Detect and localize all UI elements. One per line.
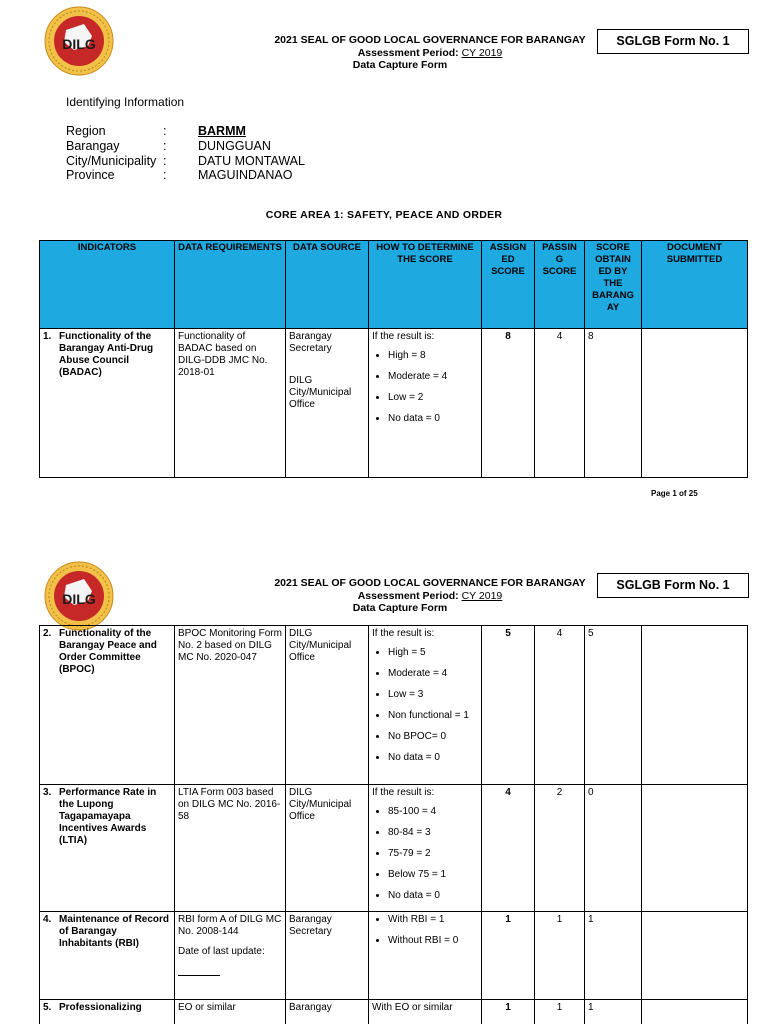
period-value: CY 2019 [461,46,503,59]
document-submitted [642,785,748,912]
form-number-box: SGLGB Form No. 1 [597,573,749,598]
period-label: Assessment Period: [357,589,459,602]
source-text: Barangay [286,1000,369,1024]
form-header [250,577,610,615]
obtained-score: 1 [585,1000,642,1024]
document-submitted [642,626,748,785]
form-subtitle: Data Capture Form [352,59,448,71]
requirement-text: EO or similar [175,1000,286,1024]
form-number-box: SGLGB Form No. 1 [597,29,749,54]
score-list: • With RBI = 1 • Without RBI = 0 [372,914,478,947]
svg-text:DILG: DILG [62,36,96,52]
col-data-requirements: DATA REQUIREMENTS [175,241,286,329]
svg-text:DILG: DILG [62,591,96,607]
col-passing: PASSIN G SCORE [535,241,585,329]
obtained-score: 5 [585,626,642,785]
form-title: 2021 SEAL OF GOOD LOCAL GOVERNANCE FOR BARANGAY [274,34,586,46]
indicator-text: Functionality of the Barangay Anti-Drug Abuse Council (BADAC) [59,331,154,378]
col-data-source: DATA SOURCE [286,241,369,329]
requirement-text: Functionality of BADAC based on DILG-DDB JMC No. 2018-01 [175,329,286,478]
dilg-logo-icon [44,561,114,631]
document-page-2 [0,555,768,1024]
document-submitted [642,329,748,478]
document-submitted [642,912,748,1000]
source-text: Barangay Secretary [286,912,369,1000]
col-indicators: INDICATORS [40,241,175,329]
passing-score: 4 [535,626,585,785]
table-row: 1. Functionality of the Barangay Anti-Drug Abuse Council (BADAC) Functionality of BADAC based on DILG-DDB JMC No. 2018-01 Barangay Secretary DILG City/Municipal Office If the result is: • High = 8 • Moderate = 4 • Low = 2 • No data = 0 8 4 8 [40,329,748,478]
requirement-text: LTIA Form 003 based on DILG MC No. 2016-58 [175,785,286,912]
table-row: 3. Performance Rate in the Lupong Tagapamayapa Incentives Awards (LTIA) LTIA Form 003 based on DILG MC No. 2016-58 DILG City/Municipal Office If the result is: • 85-100 = 4 • 80-84 = 3 • 75-79 = 2 • Below 75 = 1 • No data = 0 4 2 0 [40,785,748,912]
indicator-text: Professionalizing [59,1002,142,1013]
source-text: Barangay Secretary [289,331,332,354]
score-list: • 85-100 = 4 • 80-84 = 3 • 75-79 = 2 • Below 75 = 1 • No data = 0 [372,806,478,902]
col-assigned: ASSIGN ED SCORE [482,241,535,329]
requirement-text: RBI form A of DILG MC No. 2008-144 [178,914,282,937]
core-area-title: CORE AREA 1: SAFETY, PEACE AND ORDER [265,209,503,221]
requirement-text: BPOC Monitoring Form No. 2 based on DILG MC No. 2020-047 [175,626,286,785]
assigned-score: 5 [482,626,535,785]
passing-score: 4 [535,329,585,478]
passing-score: 2 [535,785,585,912]
indicators-table-page-1 [39,240,748,478]
indicators-table-page-2 [39,625,748,1024]
indicator-text: Maintenance of Record of Barangay Inhabitants (RBI) [59,914,170,949]
document-submitted [642,1000,748,1024]
dilg-logo-icon [44,6,114,76]
document-page-1: DILG 2021 SEAL OF GOOD LOCAL GOVERNANCE FOR BARANGAY Assessment Period: CY 2019 Data Capture Form SGLGB Form No. 1 Identifying Information Region : BARMM Barangay : DUNGGUAN City/Municipality : DATU MONTAWAL Province : MAGUINDANAO CORE AREA 1: SAFETY, PEACE AND ORDER INDICATORS DATA REQUIREMENTS DATA SOURCE HOW TO DETERMINE THE SCORE ASSIGN ED SCORE PASSIN G SCORE SCORE OBTAIN ED BY THE BARANG AY DOCUMENT SUBMITTED 1. Functionality of the Barangay Anti-Drug Abuse Council (BADAC) Functionality of BADAC based on DILG-DDB JMC No. 2018-01 Barangay Secretary DILG City/Municipal Office If the result is: • High = 8 • Moderate = 4 • Low = 2 • No data = 0 8 4 8 Page 1 of 25 [0,0,768,510]
table-row: 5. Professionalizing EO or similar Barangay With EO or similar 1 1 1 [40,1000,748,1024]
identifying-heading: Identifying Information [66,95,185,109]
period-label: Assessment Period: [357,46,459,59]
col-document: DOCUMENT SUBMITTED [642,241,748,329]
date-blank-line [178,964,220,976]
passing-score: 1 [535,912,585,1000]
obtained-score: 1 [585,912,642,1000]
assigned-score: 1 [482,912,535,1000]
form-header [250,34,610,72]
table-row: 2. Functionality of the Barangay Peace and Order Committee (BPOC) BPOC Monitoring Form No. 2 based on DILG MC No. 2020-047 DILG City/Municipal Office If the result is: • High = 5 • Moderate = 4 • Low = 3 • Non functional = 1 • No BPOC= 0 • No data = 0 5 4 5 [40,626,748,785]
assigned-score: 8 [482,329,535,478]
form-subtitle: Data Capture Form [352,602,448,614]
score-list: • High = 5 • Moderate = 4 • Low = 3 • Non functional = 1 • No BPOC= 0 • No data = 0 [372,647,478,764]
obtained-score: 0 [585,785,642,912]
source-text-2: DILG City/Municipal Office [289,375,352,410]
form-title: 2021 SEAL OF GOOD LOCAL GOVERNANCE FOR BARANGAY [274,577,586,589]
source-text: DILG City/Municipal Office [286,626,369,785]
requirement-text-2: Date of last update: [178,946,265,957]
table-row: 4. Maintenance of Record of Barangay Inhabitants (RBI) RBI form A of DILG MC No. 2008-144 Date of last update: Barangay Secretary • With RBI = 1 • Without RBI = 0 1 1 1 [40,912,748,1000]
col-obtained: SCORE OBTAIN ED BY THE BARANG AY [585,241,642,329]
col-how-to: HOW TO DETERMINE THE SCORE [369,241,482,329]
passing-score: 1 [535,1000,585,1024]
period-value: CY 2019 [461,589,503,602]
indicator-text: Functionality of the Barangay Peace and Order Committee (BPOC) [59,628,157,675]
obtained-score: 8 [585,329,642,478]
score-list: • High = 8 • Moderate = 4 • Low = 2 • No data = 0 [372,350,478,425]
table-header-row [40,241,748,329]
source-text: DILG City/Municipal Office [286,785,369,912]
score-intro: With EO or similar [369,1000,482,1024]
page-number: Page 1 of 25 [651,489,698,498]
indicator-text: Performance Rate in the Lupong Tagapamayapa Incentives Awards (LTIA) [59,787,157,846]
assigned-score: 4 [482,785,535,912]
assigned-score: 1 [482,1000,535,1024]
